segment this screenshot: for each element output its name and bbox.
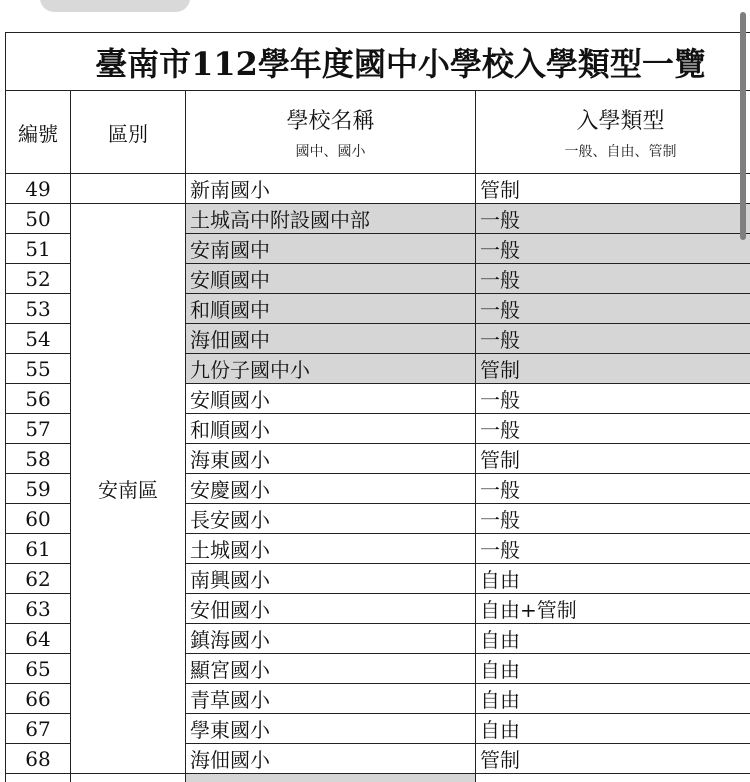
school-name: 顯宮國小 xyxy=(186,654,476,684)
row-number: 58 xyxy=(6,444,71,474)
row-number: 51 xyxy=(6,234,71,264)
header-admission-type xyxy=(476,91,750,174)
row-number: 64 xyxy=(6,624,71,654)
admission-type: 一般 xyxy=(476,414,750,444)
header-school-name-label: 學校名稱 xyxy=(186,104,475,135)
row-number: 50 xyxy=(6,204,71,234)
school-name: 和順國中 xyxy=(186,294,476,324)
page-title: 臺南市112學年度國中小學校入學類型一覽 xyxy=(6,33,750,91)
school-name: 海佃國小 xyxy=(186,744,476,774)
admission-type: 一般 xyxy=(476,324,750,354)
school-name: 新南國小 xyxy=(186,174,476,204)
admission-type: 管制 xyxy=(476,354,750,384)
admission-type: 管制 xyxy=(476,444,750,474)
admission-type-table xyxy=(5,32,750,782)
admission-type: 自由 xyxy=(476,624,750,654)
school-name: 海東國小 xyxy=(186,444,476,474)
school-name: 九份子國中小 xyxy=(186,354,476,384)
admission-type: 一般 xyxy=(476,384,750,414)
row-number: 56 xyxy=(6,384,71,414)
row-number: 57 xyxy=(6,414,71,444)
admission-type: 自由 xyxy=(476,564,750,594)
admission-type: 一般 xyxy=(476,264,750,294)
admission-type: 自由+管制 xyxy=(476,594,750,624)
vertical-scrollbar[interactable] xyxy=(740,12,746,240)
row-number: 55 xyxy=(6,354,71,384)
header-district: 區別 xyxy=(71,91,186,174)
row-number: 67 xyxy=(6,714,71,744)
row-number: 54 xyxy=(6,324,71,354)
school-name: 土城國小 xyxy=(186,534,476,564)
header-admission-type-label: 入學類型 xyxy=(476,104,750,135)
header-school-name-sub: 國中、國小 xyxy=(186,141,475,161)
header-admission-type-sub: 一般、自由、管制 xyxy=(476,141,750,161)
partial-cell xyxy=(71,774,186,782)
admission-type: 自由 xyxy=(476,684,750,714)
row-district-empty xyxy=(71,174,186,204)
row-number: 49 xyxy=(6,174,71,204)
row-number: 62 xyxy=(6,564,71,594)
school-name: 安慶國小 xyxy=(186,474,476,504)
row-number: 60 xyxy=(6,504,71,534)
partial-cell xyxy=(476,774,750,782)
school-name: 青草國小 xyxy=(186,684,476,714)
admission-type: 一般 xyxy=(476,474,750,504)
header-number: 編號 xyxy=(6,91,71,174)
browser-tab-pill xyxy=(40,0,190,12)
admission-type: 管制 xyxy=(476,174,750,204)
school-name: 海佃國中 xyxy=(186,324,476,354)
header-school-name xyxy=(186,91,476,174)
admission-type: 一般 xyxy=(476,204,750,234)
row-number: 61 xyxy=(6,534,71,564)
school-name: 和順國小 xyxy=(186,414,476,444)
row-number: 63 xyxy=(6,594,71,624)
row-number: 52 xyxy=(6,264,71,294)
partial-cell xyxy=(6,774,71,782)
table-row xyxy=(6,174,750,204)
school-name: 安順國小 xyxy=(186,384,476,414)
school-name: 安佃國小 xyxy=(186,594,476,624)
admission-type: 一般 xyxy=(476,294,750,324)
school-name: 南興國小 xyxy=(186,564,476,594)
school-name: 安南國中 xyxy=(186,234,476,264)
school-name: 長安國小 xyxy=(186,504,476,534)
school-name: 土城高中附設國中部 xyxy=(186,204,476,234)
school-name: 鎮海國小 xyxy=(186,624,476,654)
admission-type: 管制 xyxy=(476,744,750,774)
district-anan: 安南區 xyxy=(71,204,186,774)
school-name: 安順國中 xyxy=(186,264,476,294)
row-number: 59 xyxy=(6,474,71,504)
table-row-partial xyxy=(6,774,750,782)
row-number: 65 xyxy=(6,654,71,684)
table-row xyxy=(6,204,750,234)
row-number: 68 xyxy=(6,744,71,774)
school-name: 學東國小 xyxy=(186,714,476,744)
row-number: 66 xyxy=(6,684,71,714)
admission-type: 一般 xyxy=(476,504,750,534)
admission-type: 自由 xyxy=(476,714,750,744)
admission-type: 自由 xyxy=(476,654,750,684)
partial-cell xyxy=(186,774,476,782)
row-number: 53 xyxy=(6,294,71,324)
admission-type: 一般 xyxy=(476,534,750,564)
admission-type: 一般 xyxy=(476,234,750,264)
